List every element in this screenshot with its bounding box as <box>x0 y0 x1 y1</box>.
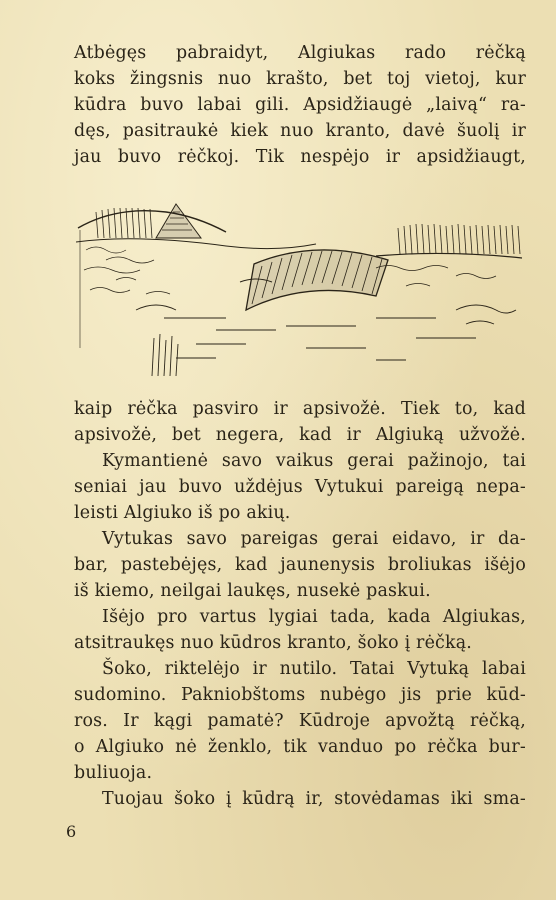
text-line: Atbėgęs pabraidyt, Algiukas rado rėčką <box>74 43 526 63</box>
text-line: o Algiuko nė ženklo, tik vanduo po rėčka bur- <box>74 737 526 757</box>
text-line: sudomino. Pakniobštoms nubėgo jis prie kūd- <box>74 685 526 705</box>
text-line: iš kiemo, neilgai laukęs, nusekė paskui. <box>74 581 431 601</box>
text-line: Vytukas savo pareigas gerai eidavo, ir da- <box>102 529 526 549</box>
text-line: Kymantienė savo vaikus gerai pažinojo, tai <box>102 451 526 471</box>
text-line: bar, pastebėjęs, kad jaunenysis broliukas išėjo <box>74 555 526 575</box>
paragraph-top <box>74 40 526 170</box>
text-line: kaip rėčka pasviro ir apsivožė. Tiek to, kad <box>74 399 526 419</box>
text-line: atsitraukęs nuo kūdros kranto, šoko į rėčką. <box>74 633 473 653</box>
text-line: apsivožė, bet negera, kad ir Algiuką užvožė. <box>74 425 526 445</box>
text-line: leisti Algiuko iš po akių. <box>74 503 291 523</box>
text-line: Šoko, riktelėjo ir nutilo. Tatai Vytuką labai <box>102 659 526 679</box>
text-line: kūdra buvo labai gili. Apsidžiaugė „laivą“ ra- <box>74 95 526 115</box>
text-line: Tuojau šoko į kūdrą ir, stovėdamas iki sma- <box>102 789 526 809</box>
text-line: dęs, pasitraukė kiek nuo kranto, davė šuolį ir <box>74 121 526 141</box>
text-line: jau buvo rėčkoj. Tik nespėjo ir apsidžiaugt, <box>74 147 526 167</box>
text-line: ros. Ir kągi pamatė? Kūdroje apvožtą rėčką, <box>74 711 526 731</box>
text-line: koks žingsnis nuo krašto, bet toj vietoj, kur <box>74 69 526 89</box>
text-line: buliuoja. <box>74 763 153 783</box>
page-number: 6 <box>66 822 77 841</box>
paragraph-bottom <box>74 396 526 812</box>
text-line: Išėjo pro vartus lygiai tada, kada Algiukas, <box>102 607 526 627</box>
pond-illustration <box>76 198 524 376</box>
text-line: seniai jau buvo uždėjus Vytukui pareigą nepa- <box>74 477 526 497</box>
